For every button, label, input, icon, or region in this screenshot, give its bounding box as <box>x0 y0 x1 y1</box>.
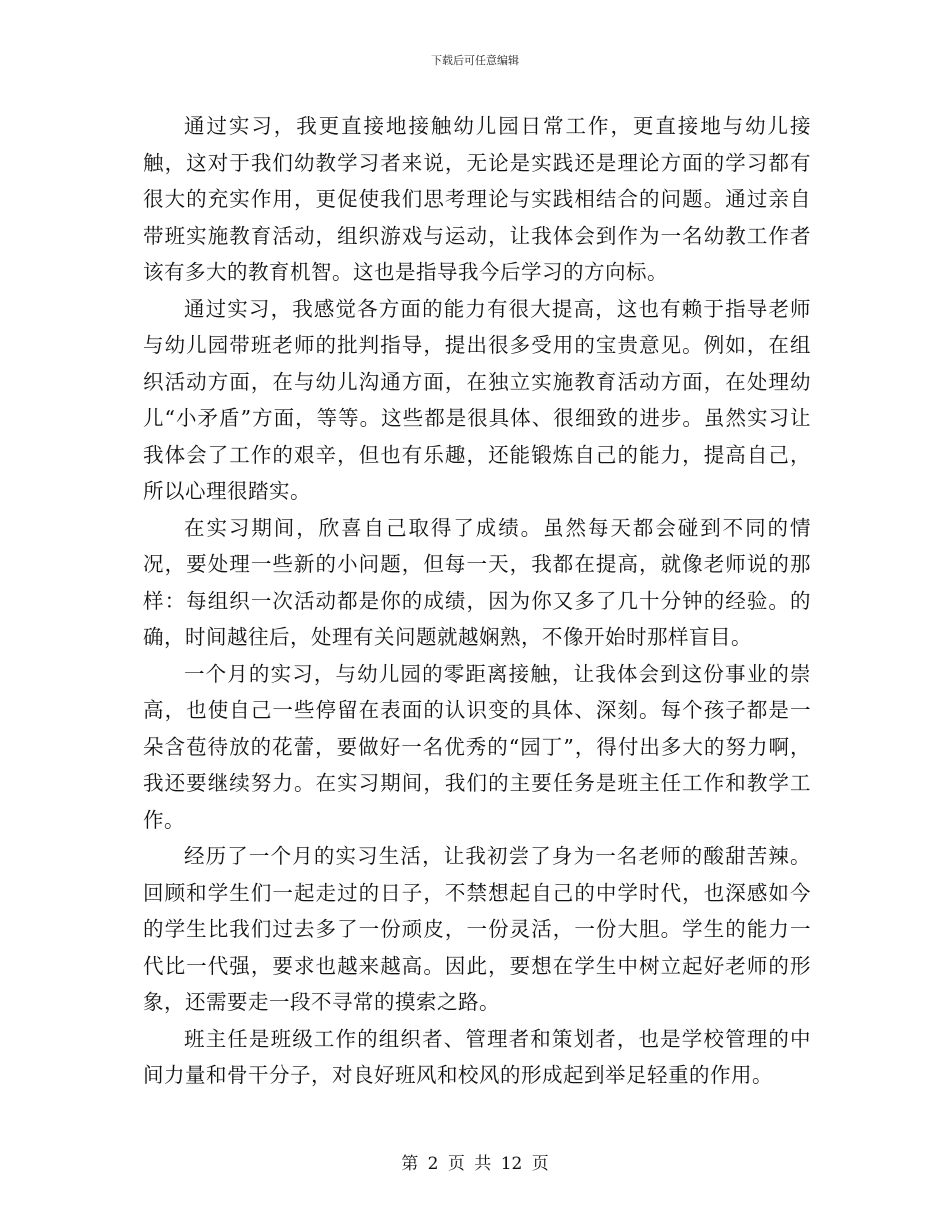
paragraph: 通过实习，我更直接地接触幼儿园日常工作，更直接地与幼儿接触，这对于我们幼教学习者来说，无论是实践还是理论方面的学习都有很大的充实作用，更促使我们思考理论与实践相结合的问题。通过亲自带班实施教育活动，组织游戏与运动，让我体会到作为一名幼教工作者该有多大的教育机智。这也是指导我今后学习的方向标。 <box>143 114 811 284</box>
paragraph: 通过实习，我感觉各方面的能力有很大提高，这也有赖于指导老师与幼儿园带班老师的批判指导，提出很多受用的宝贵意见。例如，在组织活动方面，在与幼儿沟通方面，在独立实施教育活动方面，在处理幼儿“小矛盾”方面，等等。这些都是很具体、很细致的进步。虽然实习让我体会了工作的艰辛，但也有乐趣，还能锻炼自己的能力，提高自己，所以心理很踏实。 <box>143 296 811 503</box>
paragraph: 一个月的实习，与幼儿园的零距离接触，让我体会到这份事业的崇高，也使自己一些停留在表面的认识变的具体、深刻。每个孩子都是一朵含苞待放的花蕾，要做好一名优秀的“园丁”，得付出多大的努力啊，我还要继续努力。在实习期间，我们的主要任务是班主任工作和教学工作。 <box>143 661 811 832</box>
page-number-footer: 第 2 页 共 12 页 <box>401 1154 549 1174</box>
paragraph: 班主任是班级工作的组织者、管理者和策划者，也是学校管理的中间力量和骨干分子，对良好班风和校风的形成起到举足轻重的作用。 <box>143 1026 811 1087</box>
paragraph: 经历了一个月的实习生活，让我初尝了身为一名老师的酸甜苦辣。回顾和学生们一起走过的日子，不禁想起自己的中学时代，也深感如今的学生比我们过去多了一份顽皮，一份灵活，一份大胆。学生的能力一代比一代强，要求也越来越高。因此，要想在学生中树立起好老师的形象，还需要走一段不寻常的摸索之路。 <box>143 844 811 1014</box>
paragraph: 在实习期间，欣喜自己取得了成绩。虽然每天都会碰到不同的情况，要处理一些新的小问题，但每一天，我都在提高，就像老师说的那样：每组织一次活动都是你的成绩，因为你又多了几十分钟的经验。的确，时间越往后，处理有关问题就越娴熟，不像开始时那样盲目。 <box>143 515 811 649</box>
page-header-note: 下载后可任意编辑 <box>431 54 519 67</box>
document-body <box>143 108 811 1094</box>
